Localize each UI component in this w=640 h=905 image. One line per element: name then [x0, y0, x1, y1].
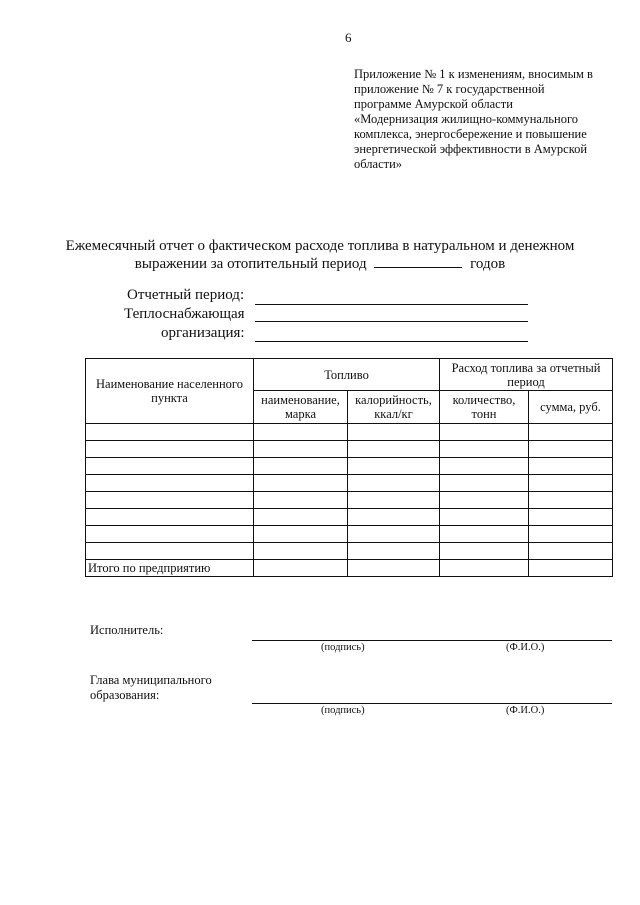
appendix-line: комплекса, энергосбережение и повышение — [354, 127, 587, 141]
header-quantity: количество, тонн — [440, 391, 529, 424]
table-cell[interactable] — [348, 543, 440, 560]
table-cell[interactable] — [529, 424, 613, 441]
appendix-line: «Модернизация жилищно-коммунального — [354, 112, 579, 126]
table-cell[interactable] — [529, 509, 613, 526]
table-cell[interactable] — [348, 560, 440, 577]
period-label: Отчетный период: — [127, 287, 245, 303]
header-settlement: Наименование населенного пункта — [86, 359, 254, 424]
table-cell[interactable] — [529, 458, 613, 475]
report-table — [85, 358, 613, 577]
table-row — [86, 526, 613, 543]
table-row — [86, 441, 613, 458]
head-label-1: Глава муниципального — [90, 673, 212, 687]
table-cell[interactable] — [440, 475, 529, 492]
table-cell[interactable] — [254, 458, 348, 475]
table-cell[interactable] — [348, 526, 440, 543]
page-number: 6 — [345, 30, 352, 45]
header-calorific: калорийность, ккал/кг — [348, 391, 440, 424]
table-cell[interactable] — [86, 526, 254, 543]
table-row — [86, 424, 613, 441]
appendix-line: области» — [354, 157, 403, 171]
header-sum: сумма, руб. — [529, 391, 613, 424]
table-cell[interactable] — [348, 458, 440, 475]
appendix-line: приложение № 7 к государственной — [354, 82, 545, 96]
head-name-caption: (Ф.И.О.) — [506, 705, 545, 716]
header-consumption: Расход топлива за отчетный период — [440, 359, 613, 391]
table-cell[interactable] — [86, 458, 254, 475]
table-cell[interactable] — [440, 509, 529, 526]
table-cell[interactable] — [440, 424, 529, 441]
header-fuel: Топливо — [254, 359, 440, 391]
title-line-1: Ежемесячный отчет о фактическом расходе топлива в натуральном и денежном — [65, 238, 575, 254]
table-row — [86, 458, 613, 475]
table-cell[interactable] — [348, 492, 440, 509]
table-cell[interactable] — [86, 475, 254, 492]
table-cell[interactable] — [348, 441, 440, 458]
supplier-label-2: организация: — [161, 325, 245, 341]
title-line-2 — [0, 255, 640, 273]
table-row — [86, 509, 613, 526]
table-cell[interactable] — [86, 441, 254, 458]
table-cell[interactable] — [86, 424, 254, 441]
table-cell[interactable] — [440, 458, 529, 475]
table-cell[interactable] — [348, 475, 440, 492]
table-cell[interactable] — [440, 560, 529, 577]
appendix-line: Приложение № 1 к изменениям, вносимым в — [354, 67, 593, 81]
appendix-note — [354, 67, 616, 172]
executor-label: Исполнитель: — [90, 623, 164, 637]
table-cell[interactable] — [86, 543, 254, 560]
executor-signature-line[interactable] — [252, 640, 612, 641]
period-field[interactable] — [255, 304, 528, 305]
appendix-line: программе Амурской области — [354, 97, 513, 111]
table-cell[interactable] — [440, 543, 529, 560]
header-fuel-name: наименование, марка — [254, 391, 348, 424]
supplier-field-line-1[interactable] — [255, 321, 528, 322]
report-title — [0, 237, 640, 273]
year-blank[interactable] — [374, 255, 462, 268]
table-cell[interactable] — [529, 543, 613, 560]
table-cell[interactable] — [529, 475, 613, 492]
table-cell[interactable] — [529, 560, 613, 577]
table-row — [86, 543, 613, 560]
table-row — [86, 492, 613, 509]
title-line-2-start: выражении за отопительный период — [134, 256, 367, 272]
appendix-line: энергетической эффективности в Амурской — [354, 142, 588, 156]
title-line-2-end: годов — [470, 256, 506, 272]
supplier-label-1: Теплоснабжающая — [124, 306, 245, 322]
table-cell[interactable] — [440, 492, 529, 509]
table-cell[interactable] — [529, 492, 613, 509]
head-signature-caption: (подпись) — [321, 705, 365, 716]
table-cell[interactable] — [529, 526, 613, 543]
executor-name-caption: (Ф.И.О.) — [506, 642, 545, 653]
table-cell[interactable] — [254, 526, 348, 543]
table-cell[interactable] — [529, 441, 613, 458]
table-cell[interactable] — [254, 492, 348, 509]
table-cell[interactable] — [254, 424, 348, 441]
table-cell[interactable] — [86, 492, 254, 509]
table-cell[interactable] — [254, 543, 348, 560]
total-label: Итого по предприятию — [86, 560, 254, 577]
supplier-field-line-2[interactable] — [255, 341, 528, 342]
table-cell[interactable] — [86, 509, 254, 526]
head-label-2: образования: — [90, 688, 160, 702]
table-row — [86, 475, 613, 492]
table-cell[interactable] — [254, 441, 348, 458]
executor-signature-caption: (подпись) — [321, 642, 365, 653]
table-cell[interactable] — [254, 509, 348, 526]
table-cell[interactable] — [254, 475, 348, 492]
table-cell[interactable] — [348, 509, 440, 526]
total-row — [86, 560, 613, 577]
head-signature-line[interactable] — [252, 703, 612, 704]
table-cell[interactable] — [254, 560, 348, 577]
table-cell[interactable] — [440, 441, 529, 458]
table-cell[interactable] — [348, 424, 440, 441]
table-cell[interactable] — [440, 526, 529, 543]
